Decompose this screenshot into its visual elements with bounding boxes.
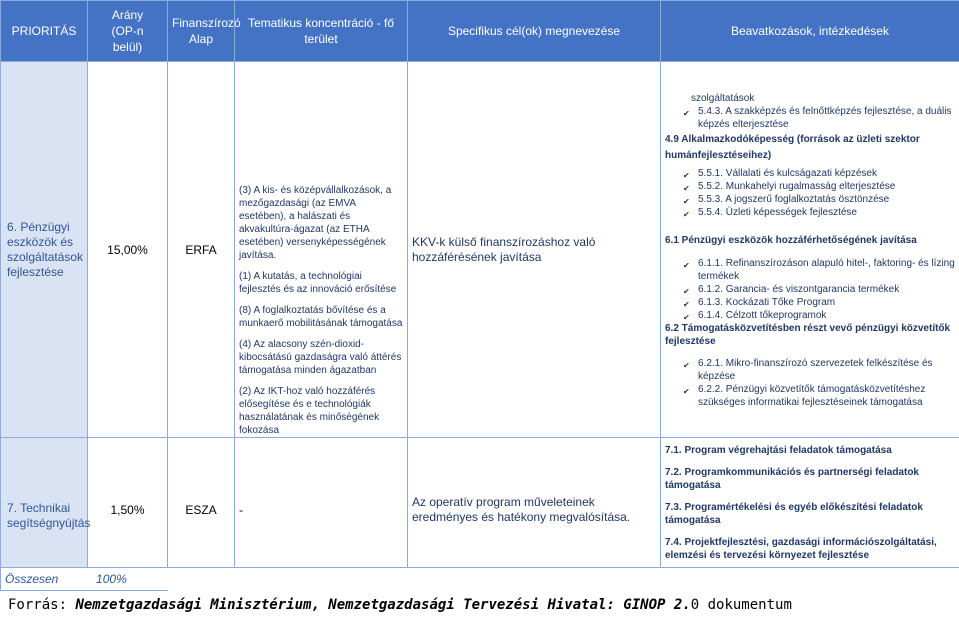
tematikus-cell (235, 62, 408, 438)
total-cell (1, 568, 168, 591)
header-tematikus: Tematikus koncentráció - fő terület (235, 1, 408, 62)
total-label: Összesen (5, 572, 59, 586)
list-item: 7.4. Projektfejlesztési, gazdasági információszolgáltatási, elemzési és tervezési környezet fejlesztése (665, 536, 937, 561)
header-specifikus: Specifikus cél(ok) megnevezése (408, 1, 661, 62)
list-item: ✔ 6.1.4. Célzott tőkeprogramok (683, 309, 827, 322)
bullet-icon: ✔ (683, 360, 690, 370)
alap-cell: ESZA (168, 438, 235, 568)
list-item: 7.3. Programértékelési és egyéb előkészítési feladatok támogatása (665, 501, 923, 526)
footer-suffix: 0 dokumentum (690, 597, 792, 613)
list-item: 7.2. Programkommunikációs és partnerségi feladatok támogatása (665, 466, 919, 491)
table-row (1, 62, 959, 438)
list-item: ✔ 6.2.1. Mikro-finanszírozó szervezetek felkészítése és képzése (683, 357, 933, 382)
beavatkozasok-cell (661, 62, 959, 438)
tematikus-item: (4) Az alacsony szén-dioxid-kibocsátású gazdaságra való áttérés támogatása minden ágazatban (239, 339, 402, 376)
list-item: ✔ 5.5.4. Üzleti képességek fejlesztése (683, 206, 857, 219)
bullet-icon: ✔ (683, 386, 690, 396)
tematikus-cell: - (235, 438, 408, 568)
list (665, 257, 955, 322)
tematikus-item: (8) A foglalkoztatás bővítése és a munkaerő mobilitásának támogatása (239, 305, 403, 329)
header-prioritas: PRIORITÁS (1, 1, 88, 62)
header-arany: Arány (OP-n belül) (88, 1, 168, 62)
bullet-icon: ✔ (683, 108, 690, 118)
section-6-2: 6.2 Támogatásközvetítésben részt vevő pénzügyi közvetítők fejlesztése (665, 322, 951, 347)
bullet-icon: ✔ (683, 312, 690, 322)
arany-cell: 15,00% (88, 62, 168, 438)
list-item: ✔ 5.5.3. A jogszerű foglalkoztatás ösztönzése (683, 193, 890, 206)
list-item: ✔ 5.4.3. A szakképzés és felnőttképzés fejlesztése, a duális képzés elterjesztése (683, 105, 952, 130)
section-6-1: 6.1 Pénzügyi eszközök hozzáférhetőségének javítása (665, 234, 917, 246)
list (665, 167, 955, 219)
tematikus-item: (3) A kis- és középvállalkozások, a mezőgazdasági (az EMVA esetében), a halászati és akvakultúra-ágazat (az ETHA esetében) versenyképességének javítása. (239, 185, 392, 261)
header-finanszirozo: Finanszírozó Alap (168, 1, 235, 62)
header-beavatkozasok: Beavatkozások, intézkedések (661, 1, 959, 62)
source-footer (8, 597, 792, 613)
footer-sources: Nemzetgazdasági Minisztérium, Nemzetgazdasági Tervezési Hivatal: GINOP 2. (75, 597, 691, 613)
bullet-icon: ✔ (683, 183, 690, 193)
section-4-9: 4.9 Alkalmazkodóképesség (források az üzleti szektor humánfejlesztéseihez) (665, 133, 920, 161)
header-row (1, 1, 959, 62)
list-item: ✔ 5.5.2. Munkahelyi rugalmasság elterjesztése (683, 180, 896, 193)
priority-7-cell: 7. Technikai segítségnyújtás (1, 438, 88, 568)
arany-cell: 1,50% (88, 438, 168, 568)
list-item: ✔ 6.2.2. Pénzügyi közvetítők támogatásközvetítéshez szükséges informatikai fejlesztéseinek támogatása (683, 383, 926, 408)
list (665, 105, 955, 131)
list-item: ✔ 6.1.3. Kockázati Tőke Program (683, 296, 836, 309)
tematikus-item: (2) Az IKT-hoz való hozzáférés elősegítése és e technológiák használatának és minőségének fokozása (239, 386, 380, 436)
bullet-icon: ✔ (683, 286, 690, 296)
alap-cell: ERFA (168, 62, 235, 438)
priority-6-cell: 6. Pénzügyi eszközök és szolgáltatások fejlesztése (1, 62, 88, 438)
list (665, 357, 955, 409)
bullet-icon: ✔ (683, 299, 690, 309)
list-item: ✔ 6.1.2. Garancia- és viszontgarancia termékek (683, 283, 900, 296)
bullet-icon: ✔ (683, 260, 690, 270)
specifikus-cell: Az operatív program műveleteinek eredményes és hatékony megvalósítása. (408, 438, 661, 568)
list-item: 7.1. Program végrehajtási feladatok támogatása (665, 444, 892, 456)
total-row (1, 568, 959, 591)
bullet-icon: ✔ (683, 170, 690, 180)
tematikus-item: (1) A kutatás, a technológiai fejlesztés és az innováció erősítése (239, 271, 397, 295)
table-row (1, 438, 959, 568)
total-value: 100% (96, 572, 127, 586)
bullet-icon: ✔ (683, 196, 690, 206)
beav-top-text: szolgáltatások (691, 92, 755, 104)
specifikus-cell: KKV-k külső finanszírozáshoz való hozzáférésének javítása (408, 62, 661, 438)
beavatkozasok-cell (661, 438, 959, 568)
bullet-icon: ✔ (683, 209, 690, 219)
list-item: ✔ 6.1.1. Refinanszírozáson alapuló hitel-, faktoring- és lízing termékek (683, 257, 955, 282)
list-item: ✔ 5.5.1. Vállalati és kulcságazati képzések (683, 167, 877, 180)
footer-prefix: Forrás: (8, 597, 76, 613)
